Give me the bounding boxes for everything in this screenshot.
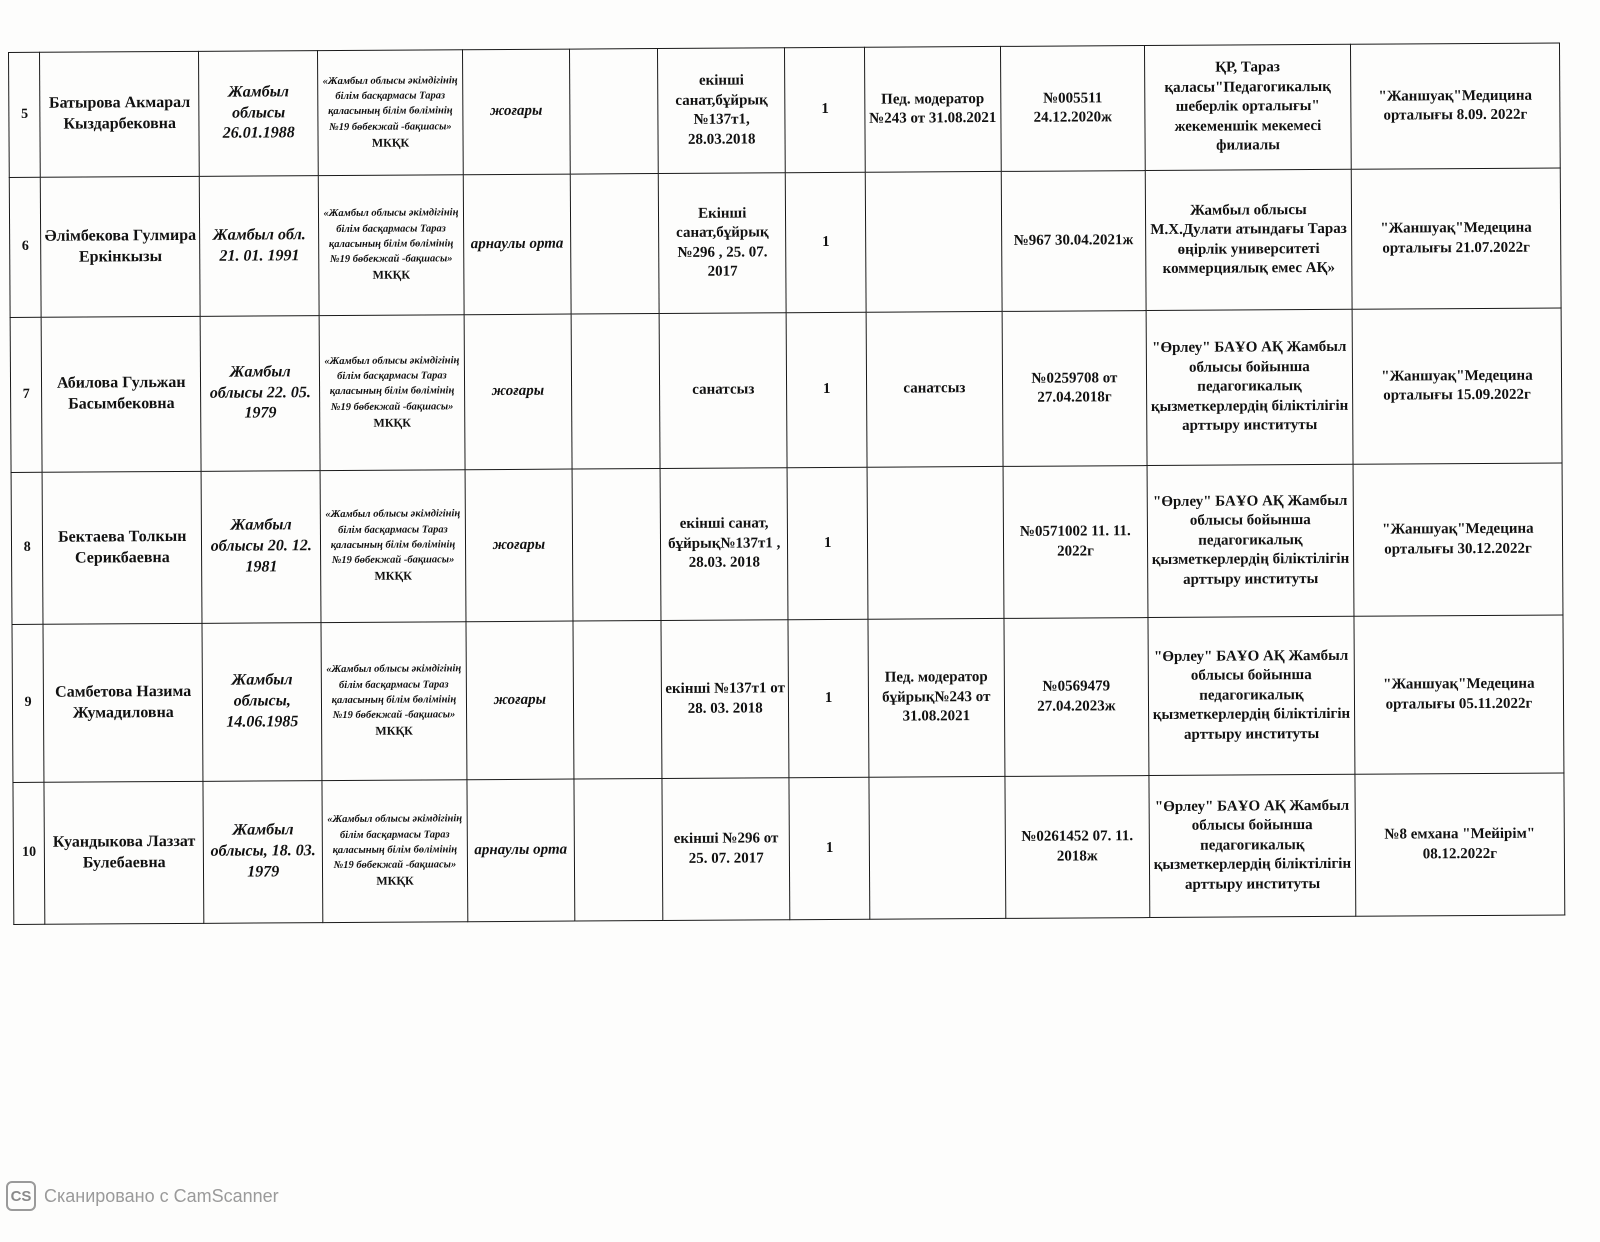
medical-check: №8 емхана "Мейірім" 08.12.2022г — [1355, 773, 1565, 916]
organization — [319, 175, 464, 316]
medical-check: "Жаншуақ"Медецина орталығы 15.09.2022г — [1352, 308, 1562, 464]
organization — [322, 780, 467, 923]
employee-name: Батырова Акмарал Кыздарбековна — [40, 51, 200, 177]
training-institution: "Өрлеу" БАҰО АҚ Жамбыл облысы бойынша педагогикалық қызметкерлердің біліктілігін арттыру институты — [1149, 774, 1356, 917]
empty-cell — [573, 621, 662, 780]
birth-place-date: Жамбыл облысы 20. 12. 1981 — [201, 471, 321, 624]
attestation: санатсыз — [866, 311, 1003, 467]
organization-type: МКҚК — [375, 723, 413, 739]
count-cell: 1 — [789, 777, 869, 919]
training-institution: "Өрлеу" БАҰО АҚ Жамбыл облысы бойынша педагогикалық қызметкерлердің біліктілігін арттыру институты — [1146, 309, 1353, 465]
birth-place-date: Жамбыл облысы 26.01.1988 — [199, 51, 319, 177]
row-number: 10 — [13, 782, 45, 924]
qualification-category: екінші санат, бұйрық№137т1 , 28.03. 2018 — [660, 468, 788, 621]
employee-name: Абилова Гульжан Басымбековна — [41, 316, 201, 472]
medical-check: "Жаншуақ"Медецина орталығы 05.11.2022г — [1354, 615, 1564, 774]
qualification-category: екінші санат,бұйрық №137т1, 28.03.2018 — [657, 48, 785, 174]
education-level: арнаулы орта — [467, 779, 576, 922]
organization-name: «Жамбыл облысы әкімдігінің білім басқармасы Тараз қаласының білім бөлімінің №19 бөбекжай -бақшасы» — [324, 355, 460, 413]
row-number: 8 — [11, 472, 43, 624]
certificate-number: №0569479 27.04.2023ж — [1004, 618, 1149, 777]
medical-check: "Жаншуақ"Медецина орталығы 30.12.2022г — [1353, 463, 1563, 616]
education-level: жоғары — [464, 314, 573, 470]
document-sheet — [8, 43, 1565, 952]
empty-cell — [574, 779, 663, 922]
row-number: 6 — [9, 177, 41, 317]
attestation: Пед. модератор бұйрық№243 от 31.08.2021 — [868, 618, 1005, 777]
table-row — [10, 308, 1562, 472]
camscanner-logo-icon: CS — [6, 1181, 36, 1211]
organization — [320, 470, 465, 623]
medical-check: "Жаншуақ"Медицина орталығы 8.09. 2022г — [1350, 43, 1560, 169]
qualification-category: екінші №137т1 от 28. 03. 2018 — [661, 620, 789, 779]
qualification-category: екінші №296 от 25. 07. 2017 — [662, 778, 790, 921]
organization-name: «Жамбыл облысы әкімдігінің білім басқармасы Тараз қаласының білім бөлімінің №19 бөбекжай -бақшасы» — [326, 663, 462, 722]
organization — [319, 315, 464, 471]
attestation — [867, 466, 1004, 619]
education-level: жоғары — [465, 469, 574, 622]
organization-name: «Жамбыл облысы әкімдігінің білім басқармасы Тараз қаласының білім бөлімінің №19 бөбекжай -бақшасы» — [325, 508, 461, 567]
empty-cell — [571, 314, 660, 470]
birth-place-date: Жамбыл облысы, 18. 03. 1979 — [203, 781, 323, 924]
organization-type: МКҚК — [376, 873, 414, 888]
organization-name: «Жамбыл облысы әкімдігінің білім басқармасы Тараз қаласының білім бөлімінің №19 бөбекжай -бақшасы» — [322, 75, 458, 133]
employee-name: Бектаева Толкын Серикбаевна — [42, 471, 202, 624]
empty-cell — [572, 469, 661, 622]
organization-name: «Жамбыл облысы әкімдігінің білім басқармасы Тараз қаласының білім бөлімінің №19 бөбекжай -бақшасы» — [327, 813, 463, 872]
certificate-number: №967 30.04.2021ж — [1001, 171, 1146, 312]
table-row — [9, 168, 1561, 317]
training-institution: Жамбыл облысы М.Х.Дулати атындағы Тараз өңірлік университеті коммерциялық емес АҚ» — [1145, 169, 1352, 310]
organization-type: МКҚК — [374, 568, 412, 584]
training-institution: "Өрлеу" БАҰО АҚ Жамбыл облысы бойынша педагогикалық қызметкерлердің біліктілігін арттыру институты — [1148, 616, 1355, 775]
qualification-category: Екінші санат,бұйрық №296 , 25. 07. 2017 — [658, 173, 786, 314]
organization-type: МКҚК — [371, 135, 410, 150]
organization-type: МКҚК — [373, 415, 411, 430]
birth-place-date: Жамбыл облысы 22. 05. 1979 — [200, 316, 320, 472]
count-cell: 1 — [788, 619, 868, 777]
organization — [321, 622, 466, 781]
education-level: жоғары — [466, 621, 575, 780]
training-institution: "Өрлеу" БАҰО АҚ Жамбыл облысы бойынша педагогикалық қызметкерлердің біліктілігін арттыру институты — [1147, 464, 1354, 617]
training-institution: ҚР, Тараз қаласы"Педагогикалық шеберлік орталығы" жекеменшік мекемесі филиалы — [1144, 44, 1351, 170]
birth-place-date: Жамбыл облысы, 14.06.1985 — [202, 623, 322, 782]
organization-type: МКҚК — [372, 267, 411, 283]
table-row — [9, 43, 1561, 177]
employee-name: Әлімбекова Гулмира Еркінкызы — [41, 176, 201, 317]
medical-check: "Жаншуақ"Медецина орталығы 21.07.2022г — [1351, 168, 1561, 309]
count-cell: 1 — [785, 47, 865, 172]
table-row — [11, 463, 1563, 624]
certificate-number: №005511 24.12.2020ж — [1000, 46, 1145, 172]
certificate-number: №0261452 07. 11. 2018ж — [1005, 776, 1150, 919]
education-level: жоғары — [462, 49, 570, 175]
count-cell: 1 — [787, 312, 867, 467]
certificate-number: №0571002 11. 11. 2022г — [1003, 466, 1148, 619]
qualification-category: санатсыз — [659, 313, 787, 469]
empty-cell — [570, 49, 659, 175]
camscanner-watermark — [6, 1181, 279, 1211]
education-level: арнаулы орта — [463, 174, 571, 315]
empty-cell — [570, 174, 659, 315]
table-row — [12, 615, 1564, 782]
employee-name: Куандыкова Лаззат Булебаевна — [44, 781, 204, 924]
count-cell: 1 — [786, 172, 866, 312]
employee-name: Самбетова Назима Жумадиловна — [43, 623, 203, 782]
attestation: Пед. модератор №243 от 31.08.2021 — [864, 46, 1001, 172]
organization-name: «Жамбыл облысы әкімдігінің білім басқармасы Тараз қаласының білім бөлімінің №19 бөбекжай -бақшасы» — [323, 207, 459, 266]
row-number: 7 — [10, 317, 42, 472]
attestation — [869, 776, 1006, 919]
count-cell: 1 — [788, 467, 868, 619]
birth-place-date: Жамбыл обл. 21. 01. 1991 — [199, 176, 319, 317]
watermark-text: Сканировано с CamScanner — [44, 1185, 279, 1206]
organization — [318, 50, 463, 176]
table-row — [13, 773, 1565, 924]
row-number: 5 — [9, 52, 41, 177]
attestation — [865, 171, 1002, 312]
row-number: 9 — [12, 624, 44, 782]
staff-table — [8, 43, 1565, 925]
certificate-number: №0259708 от 27.04.2018г — [1002, 311, 1147, 467]
